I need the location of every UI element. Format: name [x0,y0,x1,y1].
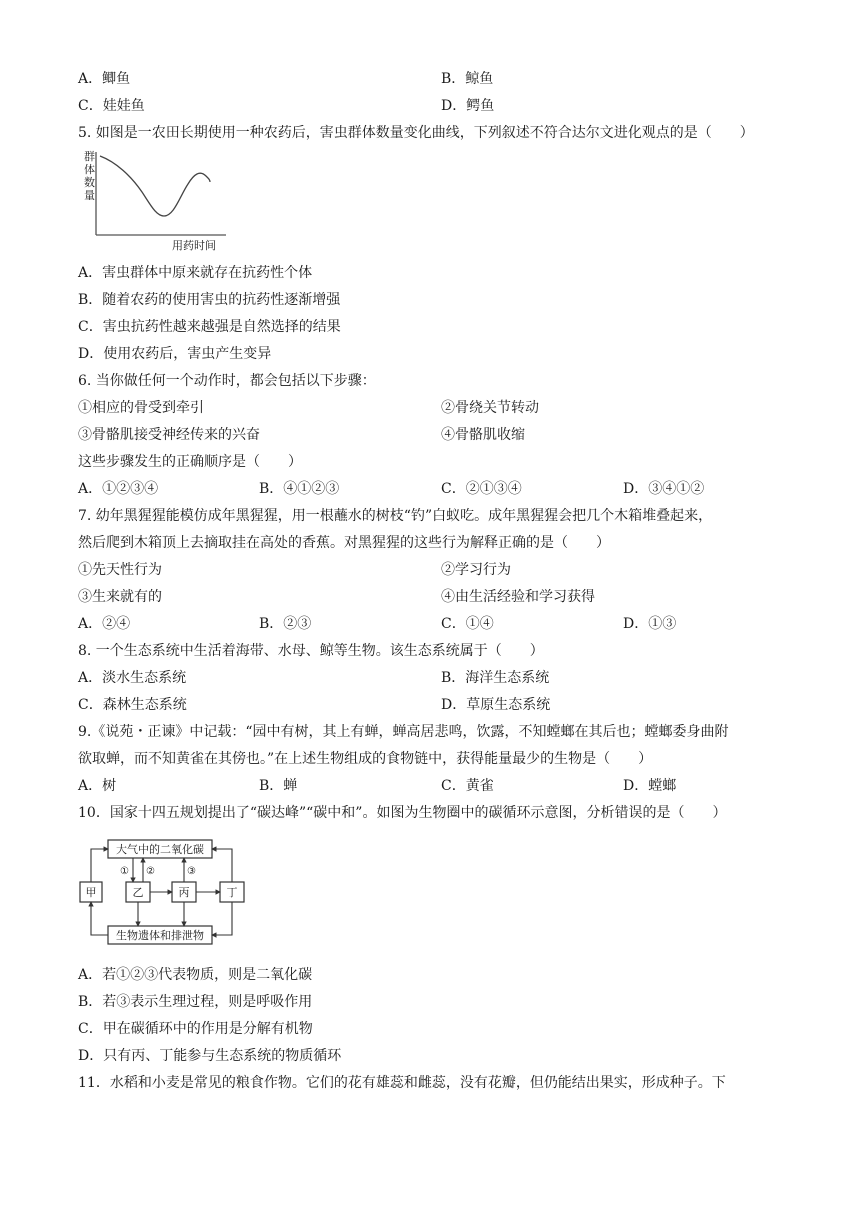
q10-stem: 10．国家十四五规划提出了“碳达峰”“碳中和”。如图为生物圈中的碳循环示意图，分析错误的是（ ） [78,805,727,821]
q7-stem-line2: 然后爬到木箱顶上去摘取挂在高处的香蕉。对黑猩猩的这些行为解释正确的是（ ） [78,535,610,551]
q9-option-b: B．蝉 [259,778,298,794]
q7-option-c: C．①④ [441,616,494,632]
q10-atmosphere-co2-label: 大气中的二氧化碳 [116,843,204,856]
q4-option-d: D．鳄鱼 [441,98,495,114]
q7-stem-line1: 7. 幼年黑猩猩能模仿成年黑猩猩，用一根蘸水的树枝“钓”白蚁吃。成年黑猩猩会把几个木箱堆叠起来， [78,508,713,524]
q6-option-a: A．①②③④ [78,481,159,497]
q7-statement-4: ④由生活经验和学习获得 [441,589,595,605]
q9-option-c: C．黄雀 [441,778,494,794]
q5-stem: 5. 如图是一农田长期使用一种农药后，害虫群体数量变化曲线，下列叙述不符合达尔文进化观点的是（ ） [78,125,754,141]
q10-marker-1: ① [120,866,129,877]
q8-option-c: C．森林生态系统 [78,697,187,713]
q10-marker-3: ③ [187,866,196,877]
q10-option-a: A．若①②③代表物质，则是二氧化碳 [78,967,313,983]
q7-option-b: B．②③ [259,616,312,632]
q5-y-label-char: 数 [84,176,95,189]
q5-x-label: 用药时间 [172,239,216,252]
q7-statement-2: ②学习行为 [441,562,511,578]
q4-option-a: A．鲫鱼 [78,71,131,87]
q6-step-1: ①相应的骨受到牵引 [78,400,204,416]
q10-option-b: B．若③表示生理过程，则是呼吸作用 [78,994,313,1010]
q4-option-c: C．娃娃鱼 [78,98,145,114]
q10-remains-label: 生物遗体和排泄物 [116,929,204,942]
q5-option-d: D．使用农药后，害虫产生变异 [78,346,272,362]
q6-stem: 6. 当你做任何一个动作时，都会包括以下步骤： [78,373,376,389]
q5-y-label-char: 体 [84,163,95,176]
q10-option-c: C．甲在碳循环中的作用是分解有机物 [78,1021,313,1037]
q9-stem-line2: 欲取蝉，而不知黄雀在其傍也。”在上述生物组成的食物链中，获得能量最少的生物是（ ） [78,751,653,767]
q6-prompt: 这些步骤发生的正确顺序是（ ） [78,454,302,470]
q10-node-jia-label: 甲 [85,886,97,899]
q9-stem-line1: 9.《说苑・正谏》中记载：“园中有树，其上有蝉，蝉高居悲鸣，饮露，不知螳螂在其后也；螳螂委身曲附 [78,724,729,740]
q6-step-2: ②骨绕关节转动 [441,400,539,416]
q7-statement-1: ①先天性行为 [78,562,162,578]
q10-node-yi-label: 乙 [132,886,144,899]
q7-option-a: A．②④ [78,616,131,632]
q8-stem: 8. 一个生态系统中生活着海带、水母、鲸等生物。该生态系统属于（ ） [78,643,544,659]
q10-carbon-cycle-diagram [76,836,252,948]
q8-option-b: B．海洋生态系统 [441,670,550,686]
q6-option-c: C．②①③④ [441,481,522,497]
q11-stem-line1: 11．水稻和小麦是常见的粮食作物。它们的花有雄蕊和雌蕊，没有花瓣，但仍能结出果实，形成种子。下 [78,1075,726,1091]
q5-option-b: B．随着农药的使用害虫的抗药性逐渐增强 [78,292,341,308]
q6-step-3: ③骨骼肌接受神经传来的兴奋 [78,427,260,443]
q8-option-a: A．淡水生态系统 [78,670,187,686]
q9-option-d: D．螳螂 [623,778,677,794]
q10-marker-2: ② [146,866,155,877]
q4-option-b: B．鲸鱼 [441,71,494,87]
q6-option-b: B．④①②③ [259,481,340,497]
q7-option-d: D．①③ [623,616,677,632]
q10-node-ding-label: 丁 [226,886,238,899]
q6-step-4: ④骨骼肌收缩 [441,427,525,443]
q5-population-curve [100,156,210,216]
q8-option-d: D．草原生态系统 [441,697,551,713]
q5-option-c: C．害虫抗药性越来越强是自然选择的结果 [78,319,341,335]
q9-option-a: A．树 [78,778,117,794]
q10-node-bing-label: 丙 [178,886,190,899]
q5-population-curve-figure [76,148,236,254]
q5-option-a: A．害虫群体中原来就存在抗药性个体 [78,265,313,281]
q5-y-label-char: 群 [84,150,95,163]
q7-statement-3: ③生来就有的 [78,589,162,605]
q5-y-label-char: 量 [84,189,95,202]
q6-option-d: D．③④①② [623,481,705,497]
q10-option-d: D．只有丙、丁能参与生态系统的物质循环 [78,1048,342,1064]
